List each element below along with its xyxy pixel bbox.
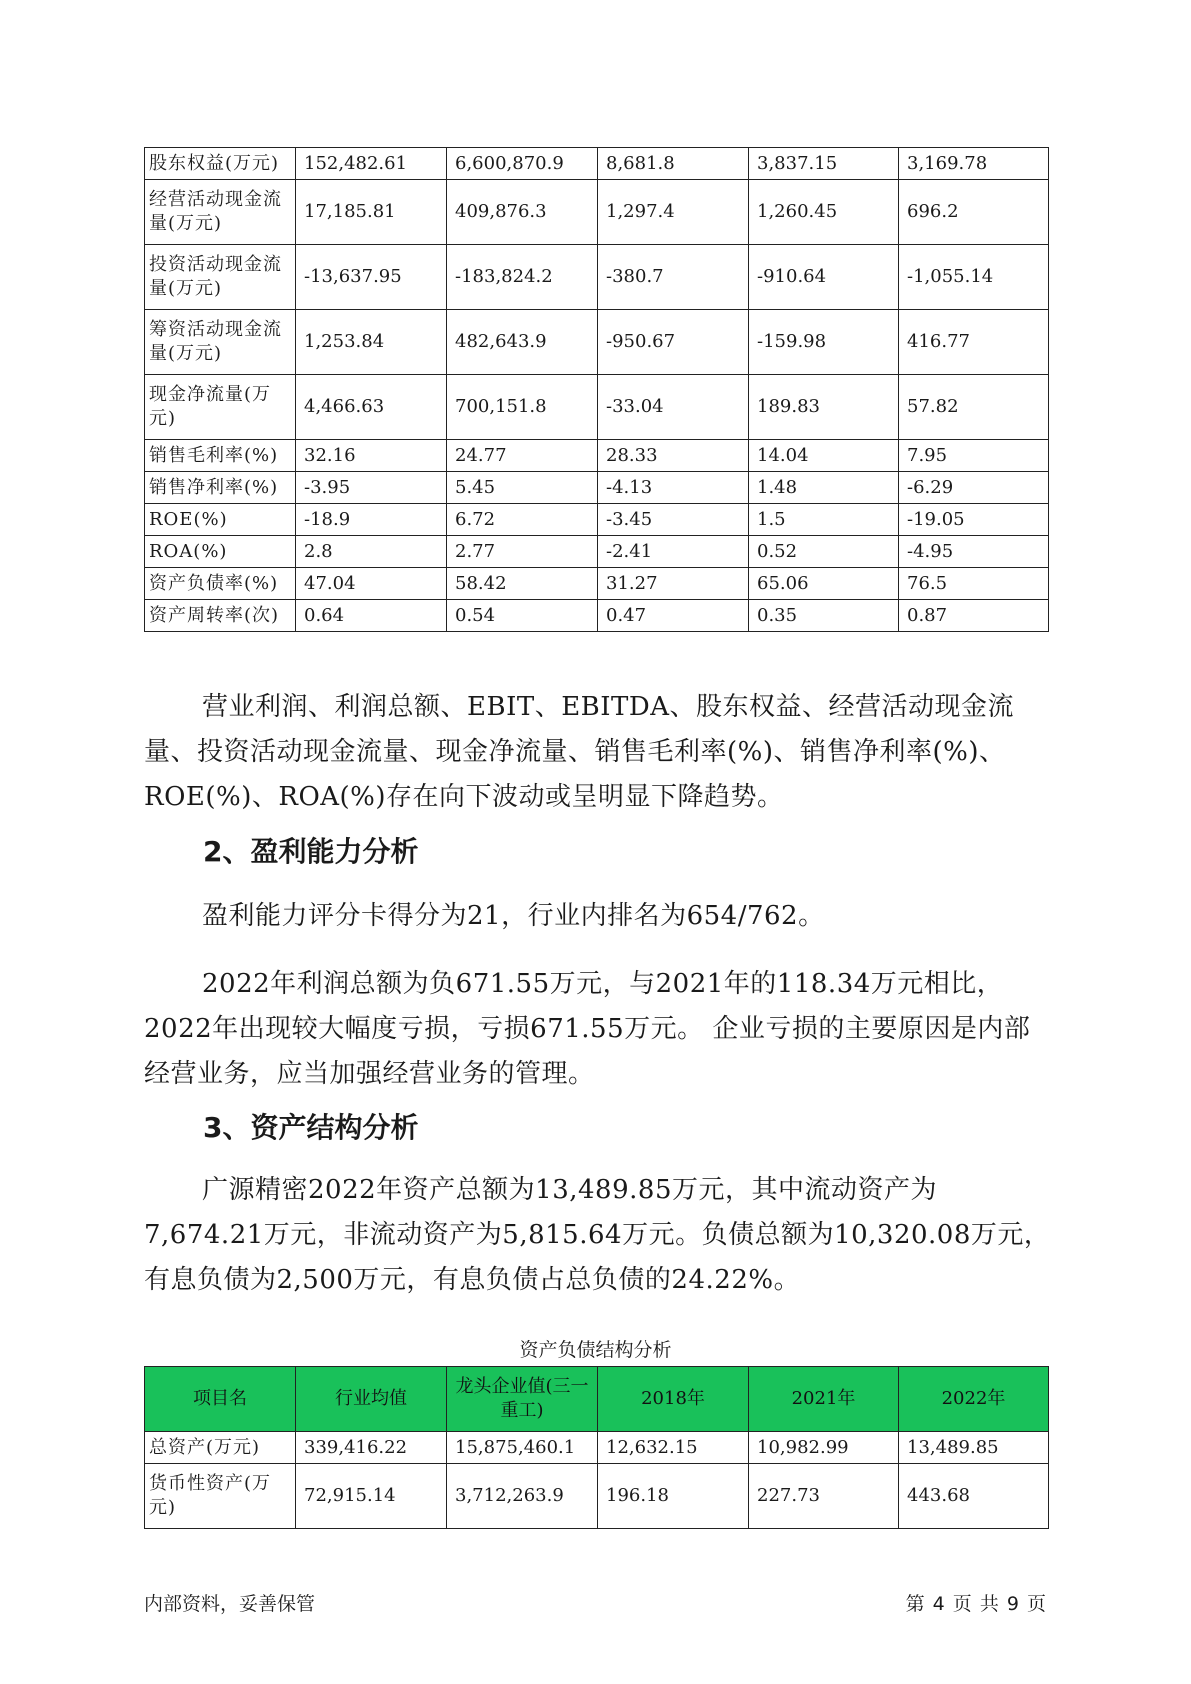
table-cell: 47.04 [296,568,447,600]
table-cell: 28.33 [598,440,749,472]
table-cell: 696.2 [899,180,1049,245]
row-label: 经营活动现金流量(万元) [145,180,296,245]
row-label: 资产周转率(次) [145,600,296,632]
table-cell: 227.73 [749,1464,899,1529]
financial-metrics-table [144,147,1049,632]
table-cell: 189.83 [749,375,899,440]
row-label: 筹资活动现金流量(万元) [145,310,296,375]
table-cell: 7.95 [899,440,1049,472]
table-cell: 482,643.9 [447,310,598,375]
table-row [145,148,1049,180]
table-cell: 76.5 [899,568,1049,600]
table-cell: -4.95 [899,536,1049,568]
table-cell: 5.45 [447,472,598,504]
header-cell: 2022年 [899,1367,1049,1432]
table-row [145,600,1049,632]
table-cell: 57.82 [899,375,1049,440]
table-cell: -1,055.14 [899,245,1049,310]
table-cell: -18.9 [296,504,447,536]
table-cell: 0.54 [447,600,598,632]
table-cell: -4.13 [598,472,749,504]
trend-summary-paragraph: 营业利润、利润总额、EBIT、EBITDA、股东权益、经营活动现金流量、投资活动现金流量、现金净流量、销售毛利率(%)、销售净利率(%)、ROE(%)、ROA(%)存在向下波动或呈明显下降趋势。 [144,692,1015,812]
header-cell: 2021年 [749,1367,899,1432]
table-cell: 24.77 [447,440,598,472]
table-cell: 12,632.15 [598,1432,749,1464]
header-cell: 项目名 [145,1367,296,1432]
table-cell: -2.41 [598,536,749,568]
row-label: 总资产(万元) [145,1432,296,1464]
table-row [145,504,1049,536]
asset-liability-structure-table [144,1366,1049,1529]
table-cell: 2.8 [296,536,447,568]
row-label: 销售净利率(%) [145,472,296,504]
row-label: ROE(%) [145,504,296,536]
table-cell: 58.42 [447,568,598,600]
table-cell: 13,489.85 [899,1432,1049,1464]
table-cell: 409,876.3 [447,180,598,245]
asset-structure-paragraph: 广源精密2022年资产总额为13,489.85万元，其中流动资产为7,674.21万元，非流动资产为5,815.64万元。负债总额为10,320.08万元，有息负债为2,500万元，有息负债占总负债的24.22%。 [144,1175,1051,1295]
table-cell: 700,151.8 [447,375,598,440]
table-cell: 6,600,870.9 [447,148,598,180]
table-cell: 0.64 [296,600,447,632]
table-row [145,245,1049,310]
table-cell: 3,837.15 [749,148,899,180]
table-cell: 3,169.78 [899,148,1049,180]
table-cell: 15,875,460.1 [447,1432,598,1464]
header-cell: 行业均值 [296,1367,447,1432]
table-cell: -6.29 [899,472,1049,504]
table-cell: -33.04 [598,375,749,440]
row-label: ROA(%) [145,536,296,568]
table-row [145,536,1049,568]
table-cell: 152,482.61 [296,148,447,180]
table-cell: 0.52 [749,536,899,568]
table-row [145,180,1049,245]
table-cell: 1.5 [749,504,899,536]
table-cell: 1,253.84 [296,310,447,375]
footer-page-number: 第 4 页 共 9 页 [905,1593,1047,1615]
header-cell: 龙头企业值(三一重工) [447,1367,598,1432]
table-cell: -3.95 [296,472,447,504]
table-cell: 1,297.4 [598,180,749,245]
table-cell: 443.68 [899,1464,1049,1529]
table-row [145,375,1049,440]
table-cell: 1.48 [749,472,899,504]
table-cell: -910.64 [749,245,899,310]
table-caption: 资产负债结构分析 [519,1339,672,1361]
table-cell: 72,915.14 [296,1464,447,1529]
header-cell: 2018年 [598,1367,749,1432]
table-cell: 65.06 [749,568,899,600]
row-label: 销售毛利率(%) [145,440,296,472]
table-cell: 0.35 [749,600,899,632]
table-cell: 32.16 [296,440,447,472]
table-header-row [145,1367,1049,1432]
table-cell: -159.98 [749,310,899,375]
table-cell: 4,466.63 [296,375,447,440]
table-cell: 0.87 [899,600,1049,632]
table-cell: 196.18 [598,1464,749,1529]
table-cell: -950.67 [598,310,749,375]
table-cell: 17,185.81 [296,180,447,245]
section-heading-profitability: 2、盈利能力分析 [203,835,419,868]
table-cell: 0.47 [598,600,749,632]
row-label: 现金净流量(万元) [145,375,296,440]
table-row [145,310,1049,375]
row-label: 资产负债率(%) [145,568,296,600]
section-heading-asset-structure: 3、资产结构分析 [203,1111,419,1144]
row-label: 货币性资产(万元) [145,1464,296,1529]
table-cell: 31.27 [598,568,749,600]
profit-analysis-paragraph: 2022年利润总额为负671.55万元，与2021年的118.34万元相比，2022年出现较大幅度亏损，亏损671.55万元。 企业亏损的主要原因是内部经营业务，应当加强经营业务的管理。 [144,969,1031,1089]
table-cell: -380.7 [598,245,749,310]
table-row [145,472,1049,504]
row-label: 股东权益(万元) [145,148,296,180]
table-cell: -183,824.2 [447,245,598,310]
table-cell: 14.04 [749,440,899,472]
table-cell: 10,982.99 [749,1432,899,1464]
table-row [145,568,1049,600]
table-cell: 1,260.45 [749,180,899,245]
profitability-score-paragraph: 盈利能力评分卡得分为21，行业内排名为654/762。 [202,901,825,931]
table-cell: 339,416.22 [296,1432,447,1464]
table-row [145,440,1049,472]
table-row [145,1464,1049,1529]
row-label: 投资活动现金流量(万元) [145,245,296,310]
table-cell: 6.72 [447,504,598,536]
table-cell: -13,637.95 [296,245,447,310]
table-cell: 2.77 [447,536,598,568]
table-cell: 3,712,263.9 [447,1464,598,1529]
table-row [145,1432,1049,1464]
footer-confidential-note: 内部资料，妥善保管 [144,1593,316,1615]
table-cell: -3.45 [598,504,749,536]
table-cell: 416.77 [899,310,1049,375]
table-cell: 8,681.8 [598,148,749,180]
table-cell: -19.05 [899,504,1049,536]
